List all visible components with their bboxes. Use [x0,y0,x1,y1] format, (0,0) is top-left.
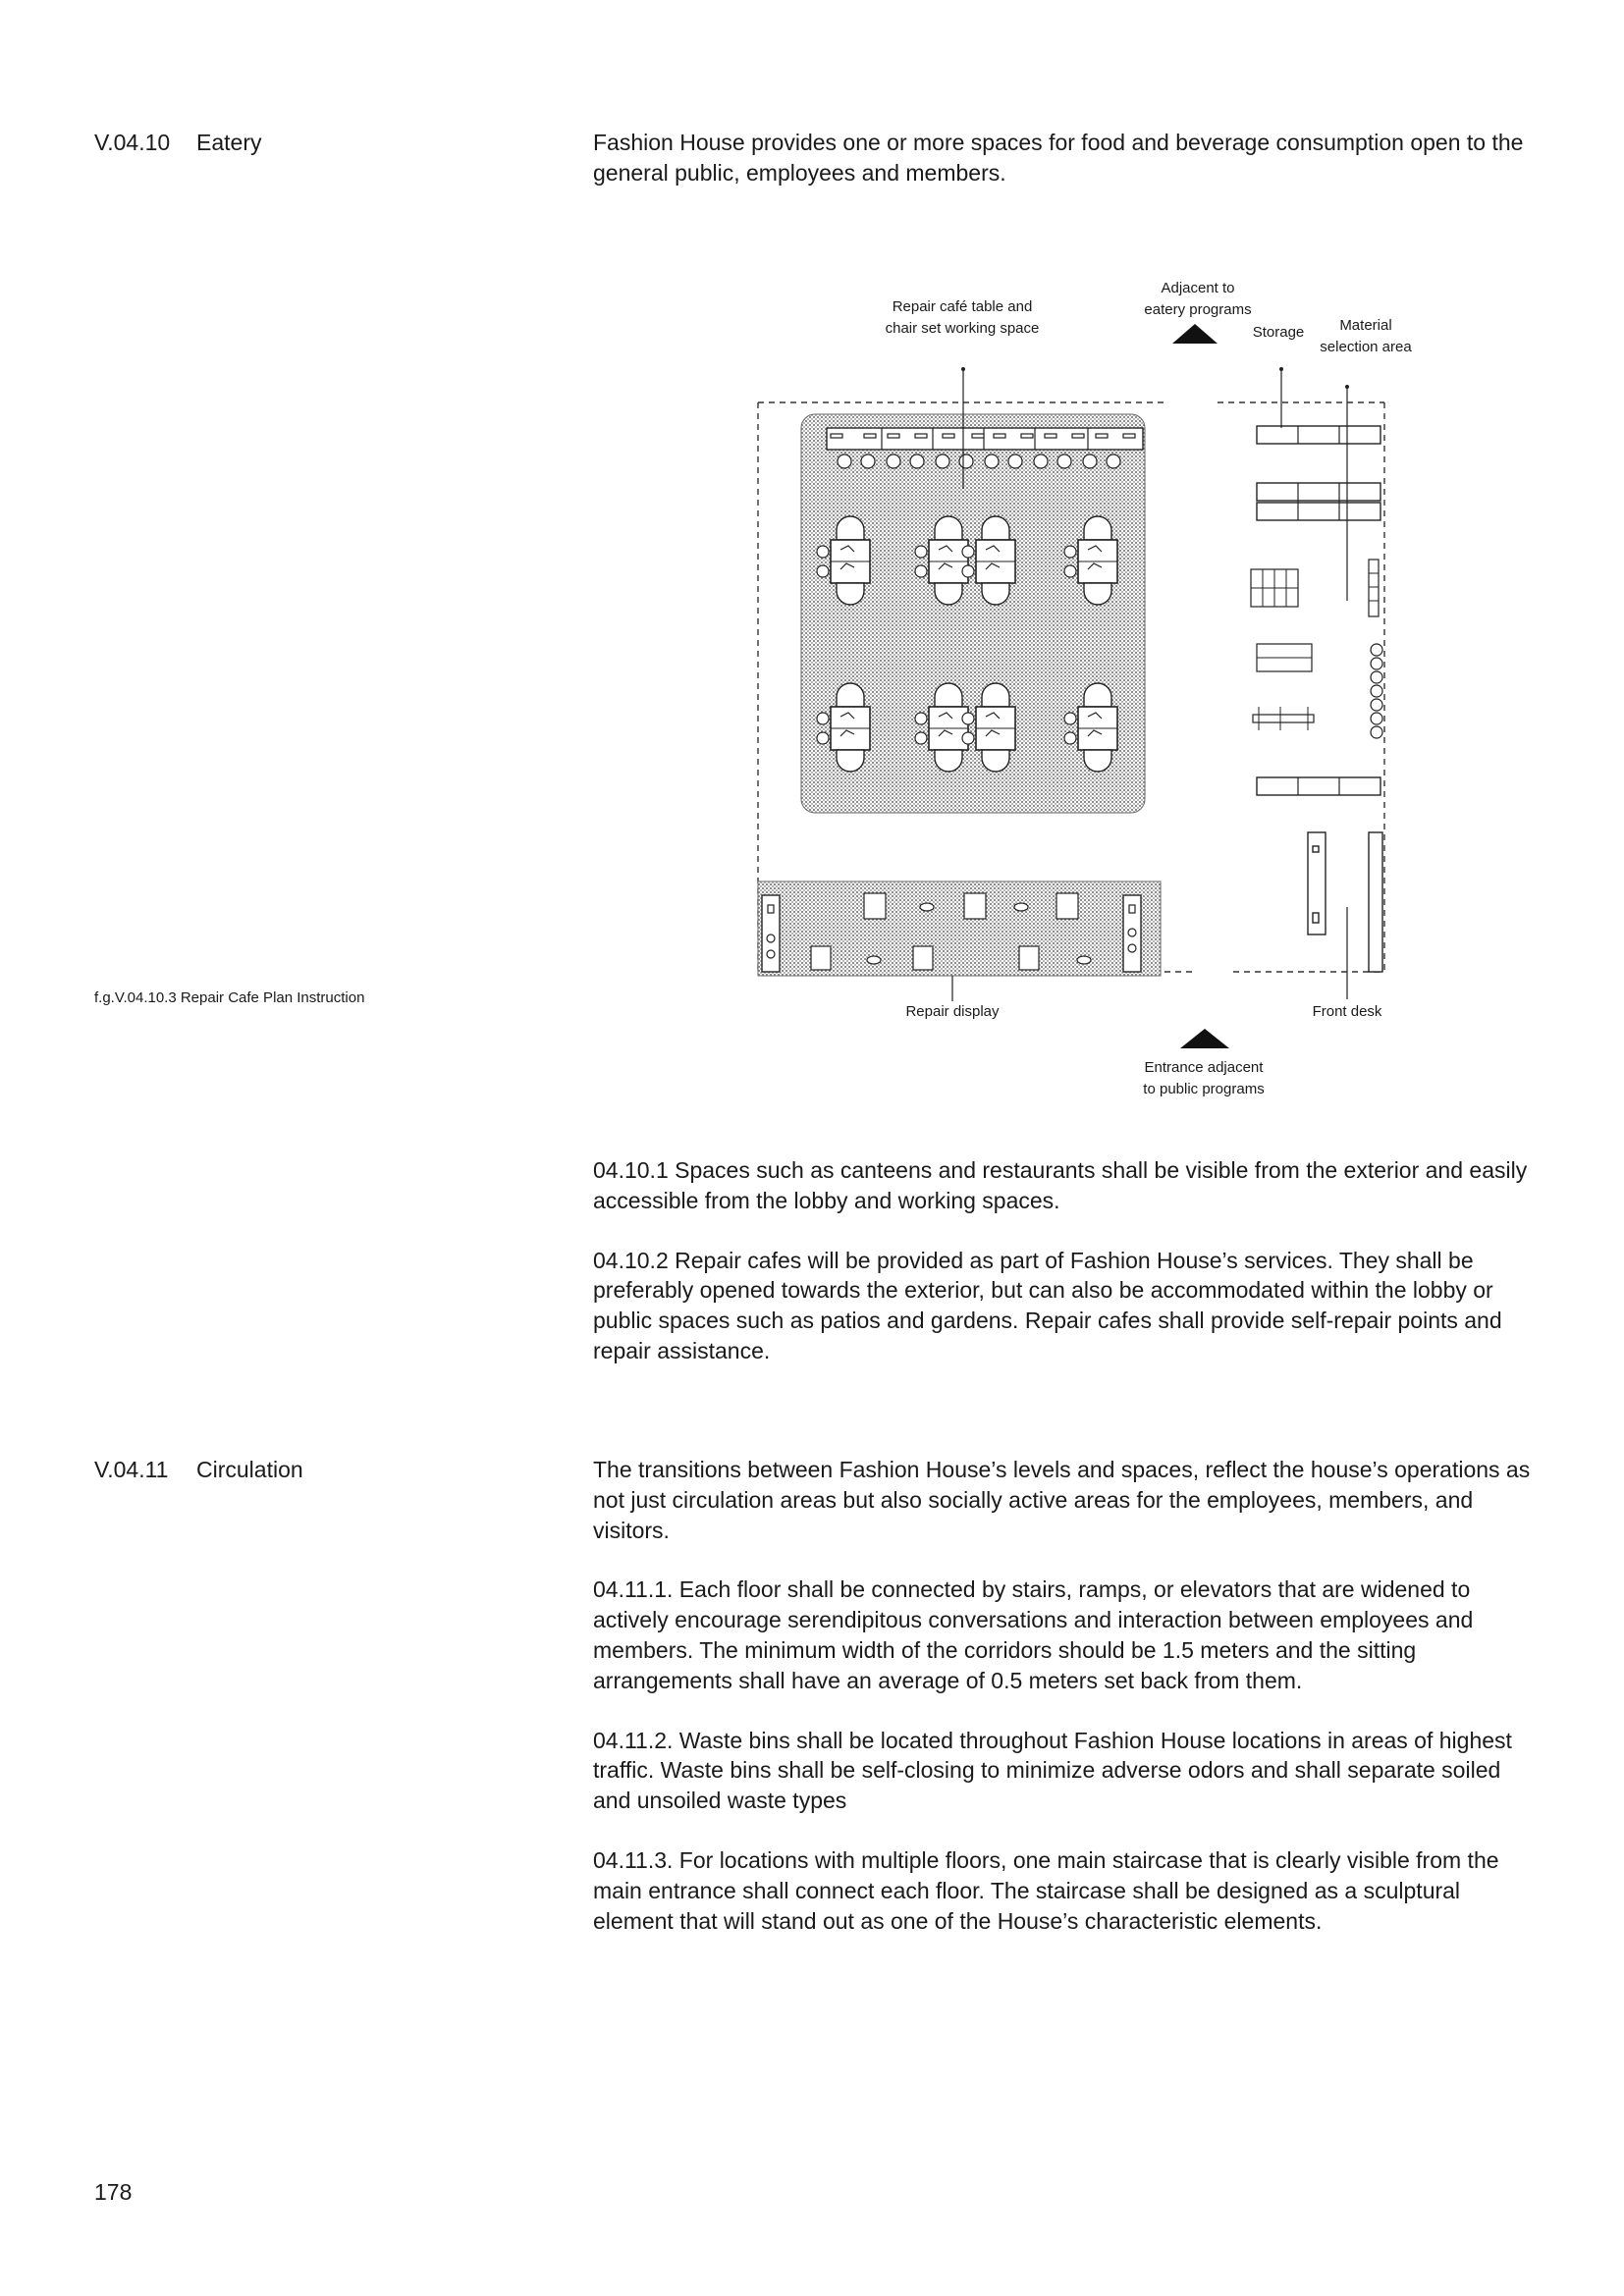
section-heading-circulation [94,1455,303,1484]
section-code: V.04.11 [94,1457,169,1482]
label-repair-cafe [844,296,1080,340]
paragraph: 04.11.2. Waste bins shall be located throughout Fashion House locations in areas of highest traffic. Waste bins shall be self-closing to minimize adverse odors and shall separate soiled and unsoiled waste types [593,1727,1512,1814]
section-code: V.04.10 [94,130,171,155]
floor-plan-drawing [0,0,1624,1119]
label-line: selection area [1320,339,1412,355]
section-title: Circulation [196,1457,303,1482]
label-line: chair set working space [885,320,1040,337]
section-title: Eatery [196,130,262,155]
paragraph: 04.10.1 Spaces such as canteens and restaurants shall be visible from the exterior and easily accessible from the lobby and working spaces. [593,1157,1528,1213]
arrow-up-icon [1180,1029,1229,1048]
paragraph: 04.11.3. For locations with multiple floors, one main staircase that is clearly visible from the main entrance shall connect each floor. The staircase shall be designed as a sculptural element that will stand out as one of the House’s characteristic elements. [593,1846,1499,1934]
figure-caption: f.g.V.04.10.3 Repair Cafe Plan Instruction [94,989,365,1006]
paragraph: 04.11.1. Each floor shall be connected by stairs, ramps, or elevators that are widened to actively encourage serendipitous conversations and interaction between employees and members. The minimum width of the corridors should be 1.5 meters and the sitting arrangements shall have an average of 0.5 meters set back from them. [593,1576,1474,1693]
paragraph: Fashion House provides one or more spaces for food and beverage consumption open to the general public, employees and members. [593,130,1524,186]
arrow-up-icon [1172,324,1218,344]
label-entrance [1115,1057,1292,1100]
repair-cafe-plan-figure [0,0,1624,1119]
label-material-selection [1292,315,1439,358]
label-line: Material [1339,317,1392,334]
label-adjacent-eatery [1117,278,1278,321]
label-line: Repair café table and [892,298,1033,315]
label-front-desk: Front desk [1312,1003,1382,1020]
label-line: Entrance adjacent [1144,1059,1264,1076]
eatery-paragraphs [593,1155,1536,1396]
label-line: eatery programs [1144,301,1252,318]
circulation-paragraphs [593,1455,1536,1965]
label-storage: Storage [1252,324,1305,341]
page-number: 178 [94,2179,133,2205]
label-line: to public programs [1143,1081,1265,1097]
label-line: Adjacent to [1161,280,1235,296]
label-repair-display: Repair display [905,1003,1000,1020]
paragraph: The transitions between Fashion House’s levels and spaces, reflect the house’s operations as not just circulation areas but also socially active areas for the employees, members, and visitors. [593,1457,1531,1543]
paragraph: 04.10.2 Repair cafes will be provided as part of Fashion House’s services. They shall be preferably opened towards the exterior, but can also be accommodated within the lobby or public spaces such as patios and gardens. Repair cafes shall provide self-repair points and repair assistance. [593,1247,1502,1363]
